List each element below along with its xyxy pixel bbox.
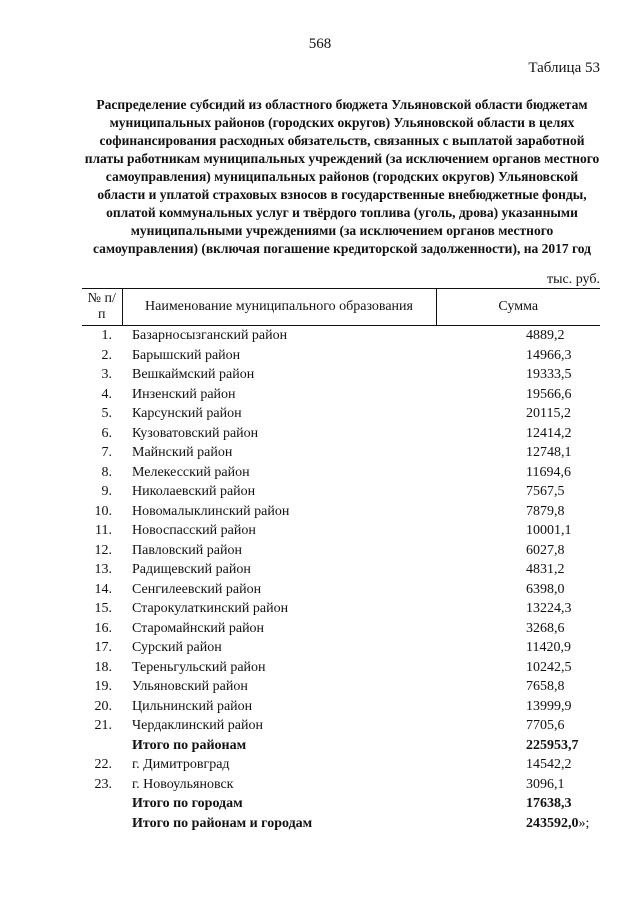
row-name: Базарносызганский район <box>132 328 288 343</box>
total-row <box>82 794 600 814</box>
row-name: Итого по районам и городам <box>132 815 313 831</box>
row-sum <box>436 755 600 775</box>
row-name: Старомайнский район <box>132 620 265 636</box>
table-row <box>82 404 600 424</box>
row-name: Ульяновский район <box>132 679 248 694</box>
table-header-row <box>82 289 600 326</box>
table-row <box>82 658 600 678</box>
row-number: 5. <box>101 406 112 421</box>
row-sum-value: 7879,8 <box>526 503 565 519</box>
row-number <box>82 814 122 834</box>
row-number: 11. <box>95 523 112 538</box>
row-sum-value: 19566,6 <box>526 386 572 402</box>
row-sum <box>436 580 600 600</box>
row-sum <box>436 677 600 697</box>
row-sum <box>436 638 600 658</box>
document-title: Распределение субсидий из областного бюджета Ульяновской области бюджетам муниципальных районов (городских округов) Ульяновской области в целях софинансирования расходных обязательств, связанных с выплатой заработной платы работникам муниципальных учреждений (за исключением органов местного самоуправления) муниципальных районов (городских округов) Ульяновской области и уплатой страховых взносов в государственные внебюджетные фонды, оплатой коммунальных услуг и твёрдого топлива (уголь, дрова) указанными муниципальными учреждениями (за исключением органов местного самоуправления) (включая погашение кредиторской задолженности), на 2017 год <box>84 97 600 256</box>
subsidy-table <box>82 288 600 833</box>
row-name: Цильнинский район <box>132 698 253 714</box>
row-number: 20. <box>94 698 112 714</box>
row-sum <box>436 560 600 580</box>
row-sum-value: 13224,3 <box>526 601 572 616</box>
row-sum <box>436 814 600 834</box>
row-name: Инзенский район <box>132 386 236 402</box>
row-name: Майнский район <box>132 445 233 460</box>
page-number: 568 <box>308 36 332 52</box>
row-sum <box>436 326 600 346</box>
table-row <box>82 541 600 561</box>
row-sum-value: 10001,1 <box>526 523 572 538</box>
row-name: Новомалыклинский район <box>132 503 290 519</box>
row-sum <box>436 794 600 814</box>
row-name: Кузоватовский район <box>132 425 259 441</box>
row-sum <box>436 619 600 639</box>
table-row <box>82 385 600 405</box>
table-row <box>82 463 600 483</box>
table-row <box>82 755 600 775</box>
row-name: Тереньгульский район <box>132 659 266 675</box>
table-row <box>82 716 600 736</box>
row-sum-value: 225953,7 <box>526 737 579 753</box>
row-sum-value: 13999,9 <box>526 698 572 714</box>
row-number: 16. <box>94 620 112 636</box>
row-sum-value: 11420,9 <box>526 640 571 655</box>
table-row <box>82 521 600 541</box>
row-sum-value: 7658,8 <box>526 679 565 694</box>
row-sum-value: 12414,2 <box>526 425 572 441</box>
row-sum-value: 12748,1 <box>526 445 572 460</box>
table-row <box>82 580 600 600</box>
row-sum-value: 6027,8 <box>526 542 565 558</box>
row-number: 18. <box>94 659 112 675</box>
table-row <box>82 365 600 385</box>
row-sum <box>436 424 600 444</box>
row-number: 7. <box>101 445 112 460</box>
row-sum <box>436 482 600 502</box>
row-name: Барышский район <box>132 347 241 363</box>
row-sum-value: 4889,2 <box>526 328 565 343</box>
row-number: 14. <box>94 581 112 597</box>
total-row <box>82 814 600 834</box>
row-number: 9. <box>101 484 112 499</box>
row-name: г. Новоульяновск <box>132 776 234 792</box>
row-name: Вешкаймский район <box>132 367 255 382</box>
row-sum-value: 3096,1 <box>526 776 565 792</box>
table-label: Таблица 53 <box>528 60 600 76</box>
row-number: 23. <box>94 776 112 792</box>
row-sum <box>436 541 600 561</box>
row-sum-value: 7705,6 <box>526 718 565 733</box>
row-sum-value: 6398,0 <box>526 581 565 597</box>
table-row <box>82 560 600 580</box>
table-row <box>82 697 600 717</box>
row-number: 17. <box>94 640 112 655</box>
row-name: Мелекесский район <box>132 464 250 480</box>
row-number: 22. <box>94 757 112 772</box>
row-sum-value: 10242,5 <box>526 659 572 675</box>
row-sum <box>436 658 600 678</box>
row-number: 12. <box>94 542 112 558</box>
units-label: тыс. руб. <box>547 272 600 287</box>
row-name: Карсунский район <box>132 406 242 421</box>
header-name: Наименование муниципального образования <box>122 289 436 326</box>
row-name: Радищевский район <box>132 562 251 577</box>
header-num: № п/п <box>82 289 122 326</box>
row-sum <box>436 502 600 522</box>
row-name: Сурский район <box>132 640 222 655</box>
table-row <box>82 677 600 697</box>
table-row <box>82 502 600 522</box>
row-name: Сенгилеевский район <box>132 581 262 597</box>
row-sum-value: 14966,3 <box>526 347 572 363</box>
row-number: 8. <box>101 464 112 480</box>
row-sum-value: 7567,5 <box>526 484 565 499</box>
row-sum-value: 19333,5 <box>526 367 572 382</box>
row-sum-value: 20115,2 <box>526 406 571 421</box>
row-number: 3. <box>101 367 112 382</box>
row-sum-value: 14542,2 <box>526 757 572 772</box>
table-body <box>82 326 600 834</box>
table-row <box>82 482 600 502</box>
table-row <box>82 638 600 658</box>
row-number: 15. <box>94 601 112 616</box>
row-sum <box>436 521 600 541</box>
row-number: 2. <box>101 347 112 363</box>
row-sum <box>436 716 600 736</box>
row-sum <box>436 346 600 366</box>
row-sum-value: 4831,2 <box>526 562 565 577</box>
row-sum <box>436 404 600 424</box>
header-sum: Сумма <box>436 289 600 326</box>
row-name: Итого по городам <box>132 796 243 811</box>
row-sum <box>436 697 600 717</box>
row-name: Чердаклинский район <box>132 718 263 733</box>
row-number <box>82 794 122 814</box>
row-sum-value: 3268,6 <box>526 620 565 636</box>
table-row <box>82 775 600 795</box>
table-row <box>82 326 600 346</box>
row-name: Николаевский район <box>132 484 256 499</box>
row-name: г. Димитровград <box>132 757 230 772</box>
table-row <box>82 443 600 463</box>
table-row <box>82 424 600 444</box>
row-sum-value: 243592,0 <box>526 815 579 831</box>
table-row <box>82 599 600 619</box>
total-row <box>82 736 600 756</box>
row-number: 10. <box>94 503 112 519</box>
row-name: Новоспасский район <box>132 523 256 538</box>
row-number: 13. <box>94 562 112 577</box>
table-row <box>82 619 600 639</box>
table-row <box>82 346 600 366</box>
row-number: 1. <box>101 328 112 343</box>
row-number: 21. <box>94 718 112 733</box>
row-name: Итого по районам <box>132 737 247 753</box>
row-number <box>82 736 122 756</box>
row-sum <box>436 443 600 463</box>
row-sum-value: 11694,6 <box>526 464 571 480</box>
row-name: Старокулаткинский район <box>132 601 289 616</box>
row-sum <box>436 463 600 483</box>
row-sum <box>436 385 600 405</box>
closing-quote-suffix: »; <box>578 815 590 831</box>
row-sum <box>436 365 600 385</box>
row-name: Павловский район <box>132 542 242 558</box>
row-number: 19. <box>94 679 112 694</box>
row-number: 6. <box>101 425 112 441</box>
row-sum <box>436 599 600 619</box>
row-sum-value: 17638,3 <box>526 796 572 811</box>
row-number: 4. <box>101 386 112 402</box>
row-sum <box>436 736 600 756</box>
row-sum <box>436 775 600 795</box>
